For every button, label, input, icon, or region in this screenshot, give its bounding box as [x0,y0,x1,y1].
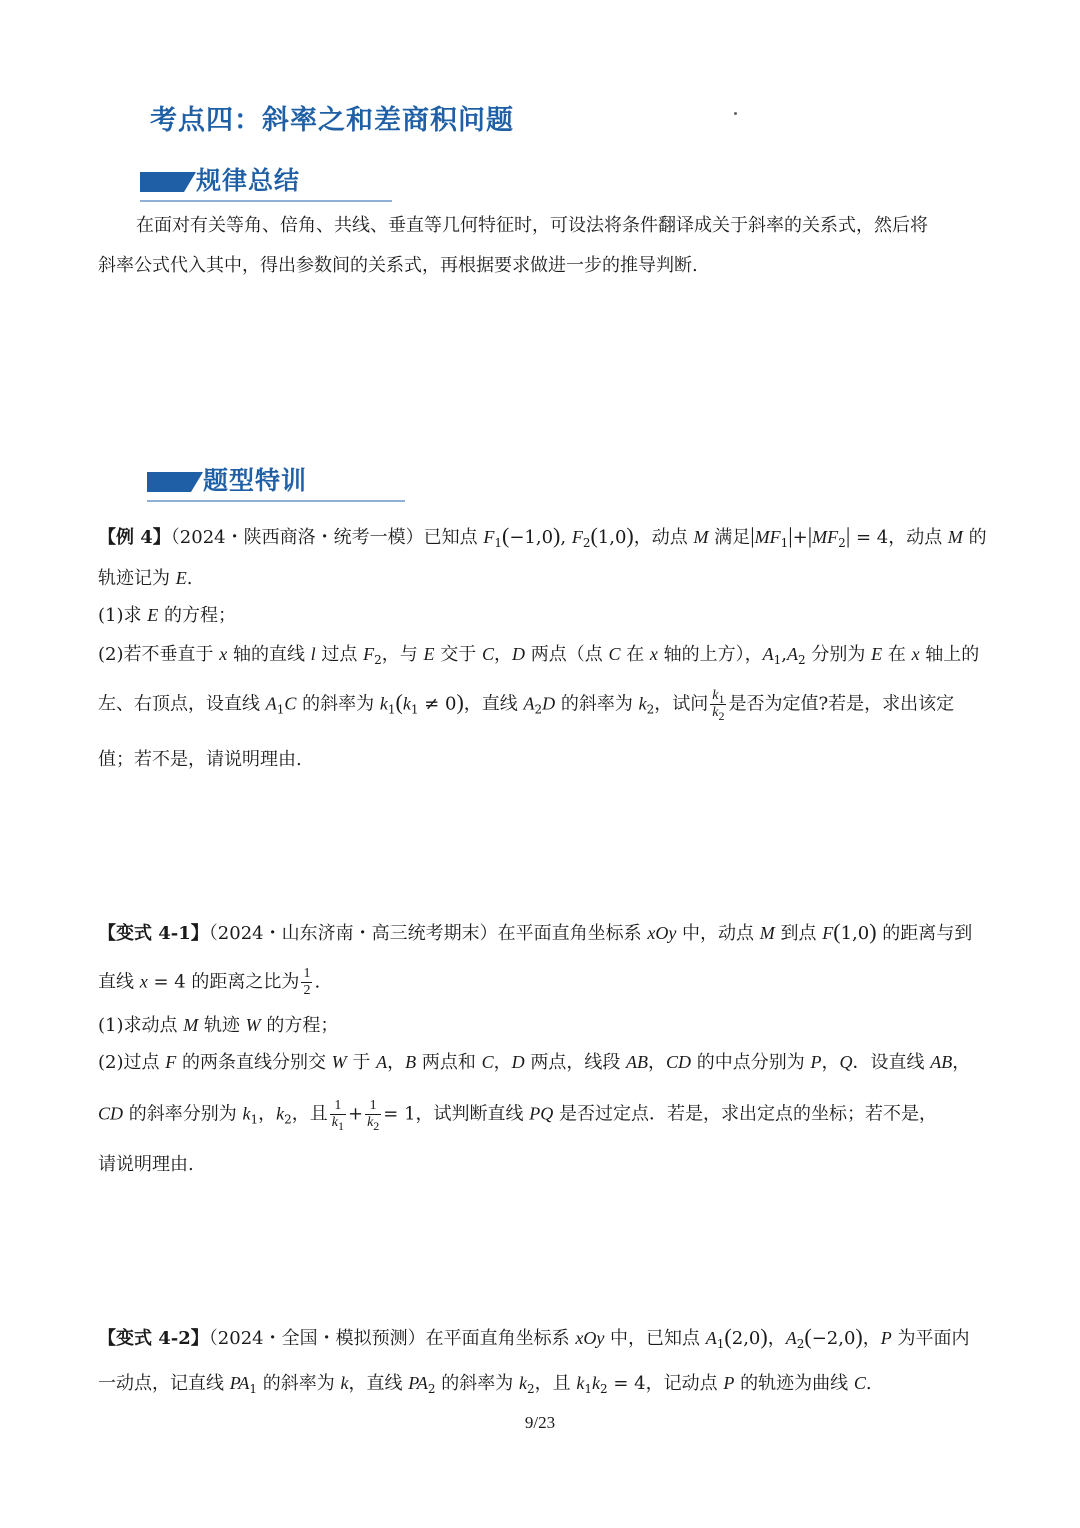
example4-part-2-line-1: (2)若不垂直于 x 轴的直线 l 过点 $F_2$，与 E 交于 C，D 两点（点 C 在 x 轴的上方），$A_1,A_2$ 分别为 E 在 x 轴上的 [98,644,980,667]
decorative-dot [734,112,737,115]
section-header-summary [140,166,392,198]
section-title-summary: 规律总结 [196,166,301,195]
example4-part-2-line-2: 左、右顶点，设直线 $A_1C$ 的斜率为 $k_1(k_1 \ne 0)$，直线 $A_2D$ 的斜率为 $k_2$，试问 $\frac{k_1}{k_2}$ 是否为定值?若是，求出该定 [98,688,955,723]
variant41-part-2-line-1: (2)过点 F 的两条直线分别交 W 于 A，B 两点和 C，D 两点，线段 AB，CD 的中点分别为 P，Q．设直线 AB， [98,1052,971,1073]
section-underline [140,200,392,202]
example4-part-1: (1)求 E 的方程； [98,605,236,626]
variant42-line-1: 【变式 4-2】（2024・全国・模拟预测）在平面直角坐标系 xOy 中，已知点 $A_1(2,0)$，$A_2(-2,0)$，P 为平面内 [98,1324,970,1351]
section-underline [147,500,405,502]
page-number: 9/23 [524,1413,556,1432]
page-title: 考点四：斜率之和差商积问题 [150,105,514,136]
variant42-source: （2024・全国・模拟预测） [208,1328,426,1349]
section-title-training: 题型特训 [203,466,308,495]
variant41-tag: 【变式 4-1】 [98,923,209,944]
variant41-line-1: 【变式 4-1】（2024・山东济南・高三统考期末）在平面直角坐标系 xOy 中，动点 M 到点 F(1,0) 的距离与到 [98,919,973,944]
fraction: $\frac{k_1}{k_2}$ [712,688,725,723]
variant41-line-2: 直线 x = 4 的距离之比为 $\frac{1}{2}$ . [98,966,321,998]
summary-line-2: 斜率公式代入其中，得出参数间的关系式，再根据要求做进一步的推导判断. [98,255,698,276]
example4-part-2-line-3: 值；若不是，请说明理由. [98,749,302,770]
section-bar-icon [140,172,184,192]
example4-tag: 【例 4】 [98,527,171,548]
section-header-training [147,466,405,498]
section-bar-arrow-icon [184,172,196,192]
variant41-part-2-line-3: 请说明理由. [98,1154,194,1175]
fraction: $\frac{1}{k_1}$ [331,1098,344,1133]
fraction: $\frac{1}{2}$ [303,966,311,998]
summary-line-1: 在面对有关等角、倍角、共线、垂直等几何特征时，可设法将条件翻译成关于斜率的关系式，然后将 [136,215,928,236]
variant42-line-2: 一动点，记直线 $PA_1$ 的斜率为 k，直线 $PA_2$ 的斜率为 $k_2$，且 $k_1k_2 = 4$，记动点 P 的轨迹为曲线 C. [98,1373,872,1396]
fraction: $\frac{1}{k_2}$ [367,1098,380,1133]
example4-source: （2024・陕西商洛・统考一模） [170,527,424,548]
example4-line-1: 【例 4】（2024・陕西商洛・统考一模）已知点 $F_1(-1,0)$, $F_2(1,0)$，动点 M 满足$|MF_1|+|MF_2| = 4$，动点 M 的 [98,523,987,550]
variant41-part-2-line-2: CD 的斜率分别为 $k_1$，$k_2$，且 $\frac{1}{k_1}$ + $\frac{1}{k_2}$ = 1，试判断直线 PQ 是否过定点．若是，求出定点的坐标；若不是， [98,1098,937,1133]
section-bar-arrow-icon [191,472,203,492]
section-bar-icon [147,472,191,492]
variant42-tag: 【变式 4-2】 [98,1328,209,1349]
example4-line-2: 轨迹记为 E. [98,568,193,589]
variant41-source: （2024・山东济南・高三统考期末） [208,923,498,944]
variant41-part-1: (1)求动点 M 轨迹 W 的方程； [98,1015,339,1036]
